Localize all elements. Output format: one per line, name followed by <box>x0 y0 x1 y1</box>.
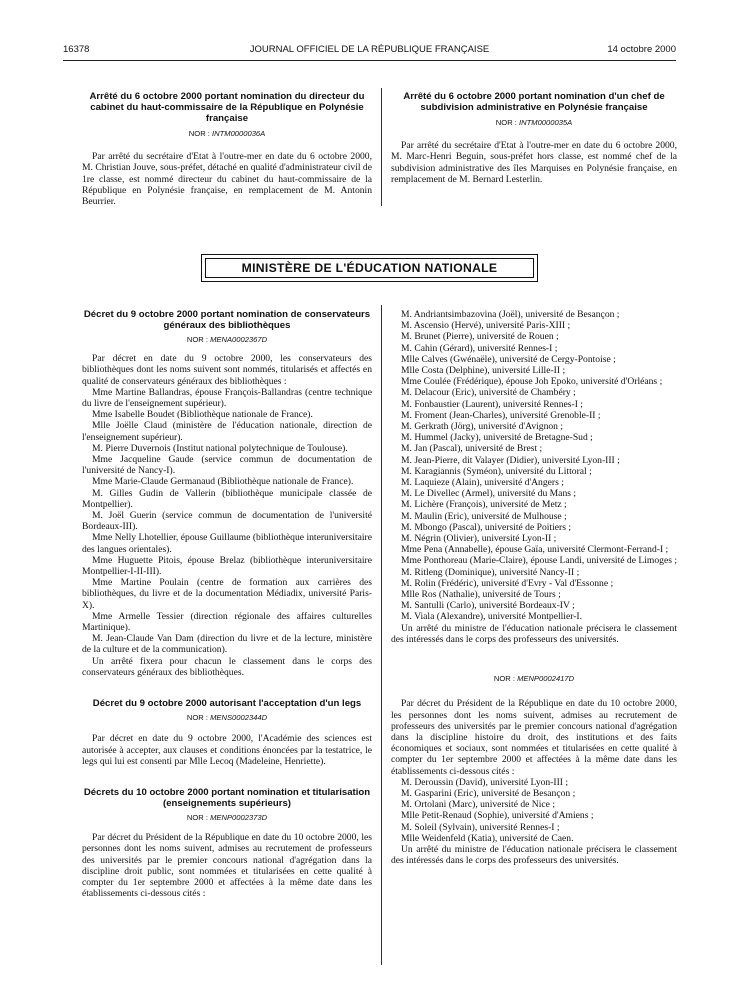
list-item: M. Joël Guerin (service commun de documentation de l'université Bordeaux-III). <box>82 510 372 533</box>
header-rule <box>63 60 676 61</box>
list-item: M. Négrin (Olivier), université Lyon-II ; <box>401 533 557 545</box>
arrete-subdivision-section <box>391 91 677 185</box>
decree-legs-title: Décret du 9 octobre 2000 autorisant l'acceptation d'un legs <box>92 698 362 710</box>
arrete-cabinet-section <box>82 91 372 207</box>
list-item: M. Fonbaustier (Laurent), université Rennes-I ; <box>401 398 583 410</box>
list-item: Mme Pena (Annabelle), épouse Gaïa, université Clermont-Ferrand-I ; <box>401 544 669 556</box>
decree-titularisation-body: Par décret du Président de la République en date du 10 octobre 2000, les personnes dont les noms suivent, admises au recrutement de professeurs des universités par le premier concours national d'agrégation dans la discipline droit public, sont nommées et titularisées en cette qualité à compter du 1er septembre 2000 et affectées à la même date dans les établissements ci-dessous cités : <box>82 832 372 900</box>
list-item: M. Deroussin (David), université Lyon-III ; <box>401 776 569 788</box>
page-number: 16378 <box>63 44 90 55</box>
decree-histoire-body: Par décret du Président de la République en date du 10 octobre 2000, les personnes dont les noms suivent, admises au recrutement de professeurs des universités par le premier concours national d'agrégation dans la discipline histoire du droit, des institutions et des faits économiques et sociaux, sont nommées et titularisées en cette qualité à compter du 1er septembre 2000 et affectées à la même date dans les établissements ci-dessous cités : <box>391 698 677 777</box>
list-item: Mlle Petit-Renaud (Sophie), université d'Amiens ; <box>401 810 594 822</box>
list-item: M. Jean-Pierre, dit Valayer (Didier), université Lyon-III ; <box>401 454 620 466</box>
droit-public-closing: Un arrêté du ministre de l'éducation nationale précisera le classement des intéressés dans le corps des professeurs des universités. <box>391 622 677 645</box>
list-item: M. Gerkrath (Jörg), université d'Avignon ; <box>401 421 564 433</box>
list-item: Mme Isabelle Boudet (Bibliothèque nationale de France). <box>92 409 313 421</box>
list-item: M. Ortolani (Marc), université de Nice ; <box>401 799 555 811</box>
journal-title: JOURNAL OFFICIEL DE LA RÉPUBLIQUE FRANÇAISE <box>249 44 490 55</box>
decree-legs-body: Par décret en date du 9 octobre 2000, l'Académie des sciences est autorisée à accepter, aux clauses et conditions énoncées par la testatrice, le legs qui lui est consenti par Mlle Lecoq (Madeleine, Henriette). <box>82 733 372 767</box>
list-item: Mlle Weidenfeld (Katia), université de Caen. <box>401 832 574 844</box>
list-item: M. Laquieze (Alain), université d'Angers ; <box>401 477 564 489</box>
list-item: M. Hummel (Jacky), université de Bretagne-Sud ; <box>401 432 593 444</box>
list-item: M. Santulli (Carlo), université Bordeaux-IV ; <box>401 600 575 612</box>
list-item: M. Ascensio (Hervé), université Paris-XIII ; <box>401 320 571 332</box>
list-item: M. Gilles Gudin de Vallerin (bibliothèque municipale classée de Montpellier). <box>82 487 372 510</box>
histoire-droit-list <box>391 777 677 844</box>
list-item: M. Rolin (Frédéric), université d'Evry - Val d'Essonne ; <box>401 577 614 589</box>
list-item: Mme Huguette Pitois, épouse Brelaz (bibliothèque interuniversitaire Montpellier-I-II-III). <box>82 554 372 578</box>
list-item: Mme Marie-Claude Germanaud (Bibliothèque nationale de France). <box>92 476 354 488</box>
right-column <box>391 309 677 866</box>
list-item: M. Gasparini (Eric), université de Besançon ; <box>401 787 576 799</box>
list-item: M. Cahin (Gérard), université Rennes-I ; <box>401 342 558 354</box>
arrete-cabinet-body: Par arrêté du secrétaire d'Etat à l'outre-mer en date du 6 octobre 2000, M. Christian Jouve, sous-préfet, détaché en qualité d'administrateur civil de 1re classe, est nommé directeur du cabinet du haut-commissaire de la République en Polynésie française, en remplacement de M. Antonin Beurrier. <box>82 151 372 208</box>
top-column-divider <box>381 88 382 206</box>
list-item: M. Karagiannis (Syméon), université du Littoral ; <box>401 465 592 477</box>
list-item: M. Lichère (François), université de Metz ; <box>401 499 567 511</box>
arrete-subdivision-body: Par arrêté du secrétaire d'Etat à l'outre-mer en date du 6 octobre 2000, M. Marc-Henri Beguin, sous-préfet hors classe, est nommé chef de la subdivision administrative des îles Marquises en Polynésie française, en remplacement de M. Bernard Lesterlin. <box>391 140 677 185</box>
list-item: M. Maulin (Eric), université de Mulhouse ; <box>401 510 567 522</box>
droit-public-list <box>391 309 677 623</box>
arrete-cabinet-title: Arrêté du 6 octobre 2000 portant nomination du directeur du cabinet du haut-commissaire de la République en Polynésie française <box>89 91 365 124</box>
list-item: Mme Martine Ballandras, épouse François-Ballandras (centre technique du livre de l'enseignement supérieur). <box>82 386 372 410</box>
list-item: Mme Armelle Tessier (direction régionale des affaires culturelles Martinique). <box>82 610 372 634</box>
list-item: Mlle Ros (Nathalie), université de Tours ; <box>401 589 561 601</box>
list-item: M. Le Divellec (Armel), université du Mans ; <box>401 488 577 500</box>
decree-conservateurs-intro: Par décret en date du 9 octobre 2000, les conservateurs des bibliothèques dont les noms suivent sont nommés, titularisés et affectés en qualité de conservateurs généraux des bibliothèques : <box>82 353 372 387</box>
list-item: M. Brunet (Pierre), université de Rouen ; <box>401 331 559 343</box>
decree-conservateurs-closing: Un arrêté fixera pour chacun le classement dans le corps des conservateurs généraux des bibliothèques. <box>82 655 372 678</box>
ministry-title: MINISTÈRE DE L'ÉDUCATION NATIONALE <box>205 258 534 278</box>
arrete-cabinet-nor: NOR : INTM0000036A <box>188 129 266 138</box>
histoire-droit-closing: Un arrêté du ministre de l'éducation nationale précisera le classement des intéressés dans le corps des professeurs des universités. <box>391 843 677 867</box>
arrete-subdivision-nor: NOR : INTM0000035A <box>495 118 573 127</box>
left-column <box>82 309 372 899</box>
list-item: M. Delacour (Eric), université de Chambéry ; <box>401 387 576 399</box>
list-item: M. Jean-Claude Van Dam (direction du livre et de la lecture, ministère de la culture et de la communication). <box>82 633 372 656</box>
ministry-banner <box>201 254 538 282</box>
list-item: Mme Martine Poulain (centre de formation aux carrières des bibliothèques, du livre et de la documentation Médiadix, université Paris-X). <box>82 577 372 611</box>
list-item: M. Mbongo (Pascal), université de Poitiers ; <box>401 521 571 533</box>
decree-histoire-nor: NOR : MENP0002417D <box>493 674 575 684</box>
page-header <box>63 44 676 60</box>
decree-titularisation-title: Décrets du 10 octobre 2000 portant nomination et titularisation (enseignements supérieurs) <box>83 786 371 809</box>
issue-date: 14 octobre 2000 <box>607 44 676 55</box>
decree-titularisation-nor: NOR : MENP0002373D <box>186 812 268 822</box>
decree-conservateurs-list <box>82 387 372 656</box>
list-item: Mme Ponthoreau (Marie-Claire), épouse Landi, université de Limoges ; <box>401 555 678 567</box>
list-item: Mlle Costa (Delphine), université Lille-II ; <box>401 365 566 377</box>
list-item: M. Froment (Jean-Charles), université Grenoble-II ; <box>401 409 601 421</box>
list-item: M. Ritleng (Dominique), université Nancy-II ; <box>401 566 580 578</box>
list-item: M. Pierre Duvernois (Institut national polytechnique de Toulouse). <box>92 442 348 454</box>
decree-conservateurs-nor: NOR : MENA0002367D <box>186 335 268 344</box>
list-item: Mme Jacqueline Gaude (service commun de documentation de l'université de Nancy-I). <box>82 454 372 477</box>
arrete-subdivision-title: Arrêté du 6 octobre 2000 portant nomination d'un chef de subdivision administrative en Polynésie française <box>403 91 665 113</box>
decree-conservateurs-title: Décret du 9 octobre 2000 portant nomination de conservateurs généraux des bibliothèques <box>83 309 371 331</box>
list-item: Mlle Joëlle Claud (ministère de l'éducation nationale, direction de l'enseignement supérieur). <box>82 420 372 443</box>
list-item: M. Andriantsimbazovina (Joël), université de Besançon ; <box>401 309 620 320</box>
list-item: Mme Coulée (Frédérique), épouse Joh Epoko, université d'Orléans ; <box>401 376 663 388</box>
list-item: Mlle Calves (Gwénaële), université de Cergy-Pontoise ; <box>401 353 616 365</box>
list-item: M. Viala (Alexandre), université Montpellier-I. <box>401 611 583 623</box>
list-item: Mme Nelly Lhotellier, épouse Guillaume (bibliothèque interuniversitaire des langues orientales). <box>82 532 372 555</box>
main-column-divider <box>381 305 382 965</box>
list-item: M. Soleil (Sylvain), université Rennes-I ; <box>401 821 560 833</box>
list-item: M. Jan (Pascal), université de Brest ; <box>401 443 543 455</box>
decree-legs-nor: NOR : MENS0002344D <box>186 713 268 723</box>
